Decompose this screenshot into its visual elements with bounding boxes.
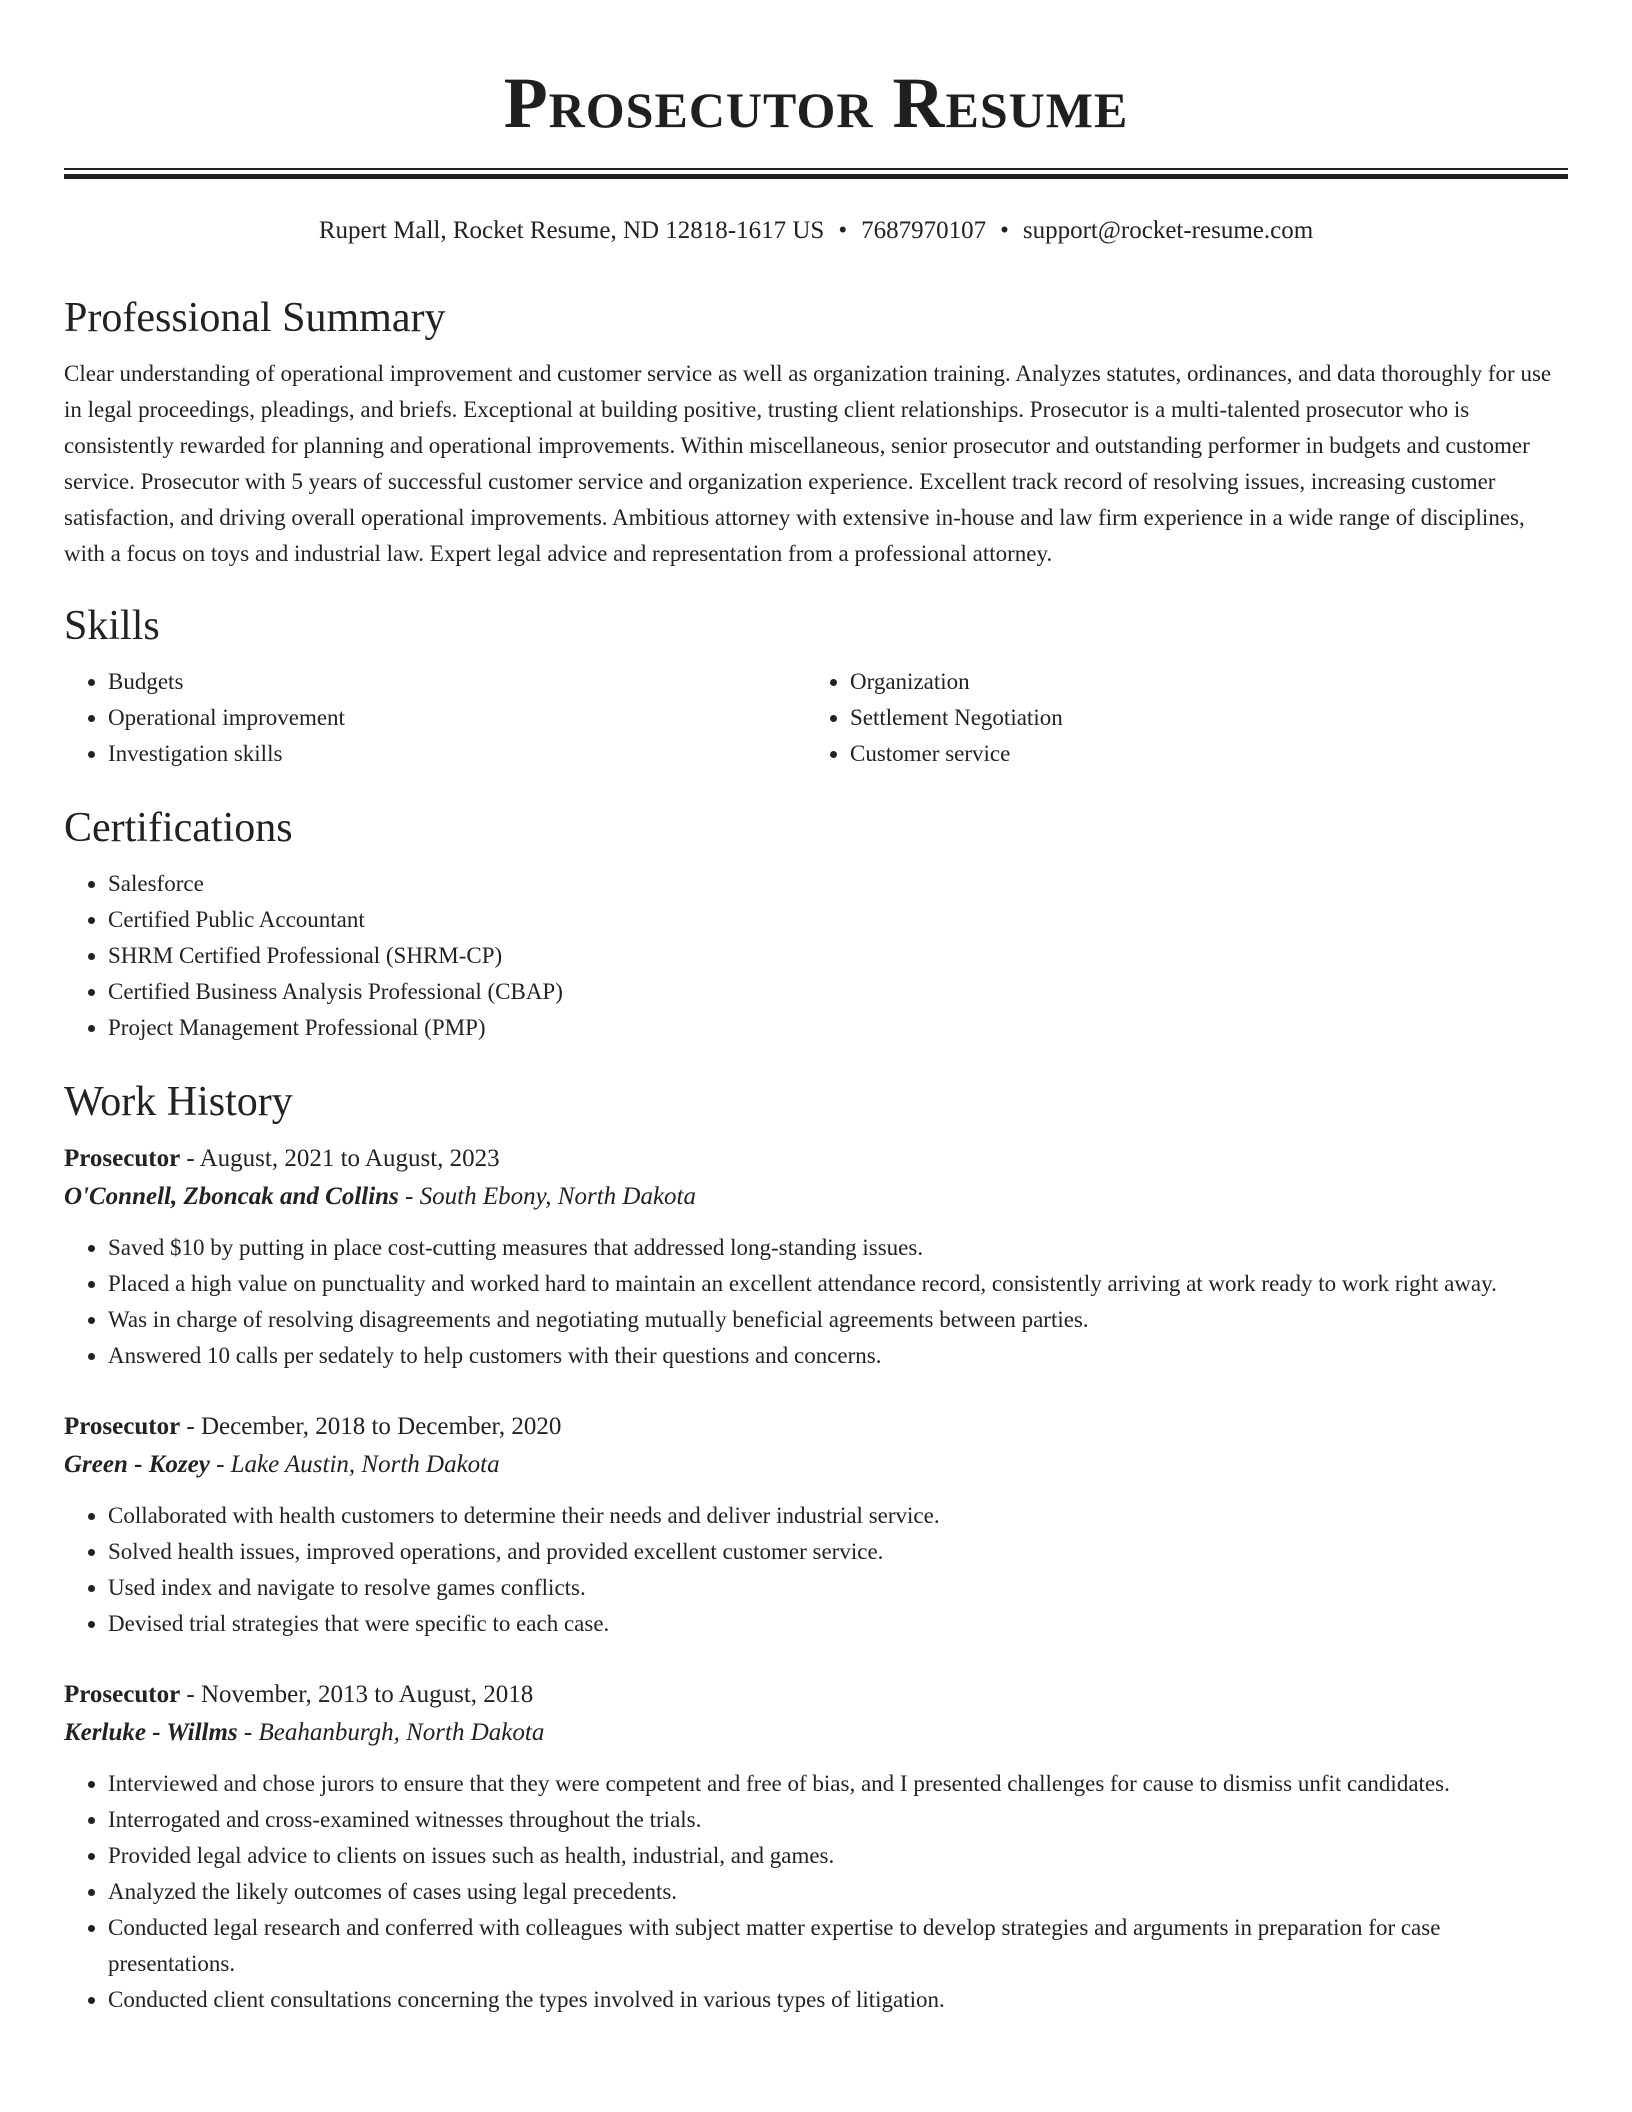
skills-list-left (64, 664, 806, 772)
job-bullet: • Devised trial strategies that were specific to each case. (108, 1606, 1568, 1642)
job-dates: - August, 2021 to August, 2023 (180, 1145, 500, 1172)
summary-heading: Professional Summary (64, 295, 446, 341)
certification-item: • Salesforce (108, 866, 1568, 902)
job-bullet: • Solved health issues, improved operations, and provided excellent customer service. (108, 1534, 1568, 1570)
job-bullet: • Answered 10 calls per sedately to help customers with their questions and concerns. (108, 1338, 1568, 1374)
certification-item: • Project Management Professional (PMP) (108, 1010, 1568, 1046)
contact-separator: • (1000, 217, 1009, 244)
contact-line (64, 213, 1568, 249)
job-bullet: • Conducted legal research and conferred with colleagues with subject matter expertise to develop strategies and arguments in preparation for case presentations. (108, 1910, 1568, 1982)
resume-content (64, 290, 1568, 2052)
job-dates: - December, 2018 to December, 2020 (180, 1413, 562, 1440)
skill-item: • Customer service (850, 736, 1548, 772)
skill-item: • Operational improvement (108, 700, 806, 736)
certification-item: • Certified Business Analysis Professional (CBAP) (108, 974, 1568, 1010)
certification-item: • SHRM Certified Professional (SHRM-CP) (108, 938, 1568, 974)
certification-item: • Certified Public Accountant (108, 902, 1568, 938)
job-location: - Beahanburgh, North Dakota (237, 1719, 545, 1746)
job-bullet: • Provided legal advice to clients on issues such as health, industrial, and games. (108, 1838, 1568, 1874)
summary-section (64, 290, 1568, 572)
job-company: Green - Kozey (64, 1451, 210, 1478)
job-bullet: • Placed a high value on punctuality and worked hard to maintain an excellent attendance record, consistently arriving at work ready to work right away. (108, 1266, 1568, 1302)
work-history-section (64, 1074, 1568, 2018)
certifications-list (64, 866, 1568, 1046)
job-bullets (64, 1766, 1568, 2018)
job-bullet: • Used index and navigate to resolve games conflicts. (108, 1570, 1568, 1606)
job-location: - South Ebony, North Dakota (398, 1183, 697, 1210)
certifications-section (64, 800, 1568, 1046)
job-bullet: • Was in charge of resolving disagreements and negotiating mutually beneficial agreements between parties. (108, 1302, 1568, 1338)
summary-text: Clear understanding of operational improvement and customer service as well as organization training. Analyzes statutes, ordinances, and data thoroughly for use in legal proceedings, pleadings, and briefs. Exceptional at building positive, trusting client relationships. Prosecutor is a multi-talented prosecutor who is consistently rewarded for planning and operational improvements. Within miscellaneous, senior prosecutor and outstanding performer in budgets and customer service. Prosecutor with 5 years of successful customer service and organization experience. Excellent track record of resolving issues, increasing customer satisfaction, and driving overall operational improvements. Ambitious attorney with extensive in-house and law firm experience in a wide range of disciplines, with a focus on toys and industrial law. Expert legal advice and representation from a professional attorney. (64, 361, 1552, 566)
certifications-heading: Certifications (64, 805, 293, 851)
contact-address: Rupert Mall, Rocket Resume, ND 12818-1617 US (318, 217, 825, 244)
page-title: Prosecutor Resume (503, 63, 1129, 143)
job-title: Prosecutor (64, 1145, 181, 1172)
skills-heading: Skills (64, 603, 160, 649)
work-history-heading: Work History (64, 1079, 293, 1125)
job-bullets (64, 1230, 1568, 1374)
title-divider-thin (64, 168, 1568, 170)
job-bullet: • Collaborated with health customers to determine their needs and deliver industrial service. (108, 1498, 1568, 1534)
skill-item: • Budgets (108, 664, 806, 700)
job-title-line (64, 1408, 1568, 1446)
contact-phone: 7687970107 (861, 217, 987, 244)
job-company: Kerluke - Willms (64, 1719, 238, 1746)
job-company-line (64, 1446, 1568, 1484)
skill-item: • Organization (850, 664, 1548, 700)
skills-section (64, 598, 1568, 772)
job-entry (64, 1140, 1568, 1374)
job-title: Prosecutor (64, 1413, 181, 1440)
contact-separator: • (838, 217, 848, 244)
job-bullet: • Interrogated and cross-examined witnesses throughout the trials. (108, 1802, 1568, 1838)
contact-email: support@rocket-resume.com (1022, 217, 1314, 244)
skills-columns (64, 664, 1568, 772)
job-entry (64, 1408, 1568, 1642)
job-company-line (64, 1714, 1568, 1752)
job-bullet: • Saved $10 by putting in place cost-cutting measures that addressed long-standing issues. (108, 1230, 1568, 1266)
skill-item: • Investigation skills (108, 736, 806, 772)
job-bullet: • Interviewed and chose jurors to ensure that they were competent and free of bias, and I presented challenges for cause to dismiss unfit candidates. (108, 1766, 1568, 1802)
job-bullet: • Conducted client consultations concerning the types involved in various types of litigation. (108, 1982, 1568, 2018)
job-bullet: • Analyzed the likely outcomes of cases using legal precedents. (108, 1874, 1568, 1910)
job-title-line (64, 1140, 1568, 1178)
job-company: O'Connell, Zboncak and Collins (64, 1183, 399, 1210)
job-entry (64, 1676, 1568, 2018)
skill-item: • Settlement Negotiation (850, 700, 1548, 736)
job-bullets (64, 1498, 1568, 1642)
job-title-line (64, 1676, 1568, 1714)
job-dates: - November, 2013 to August, 2018 (180, 1681, 534, 1708)
job-title: Prosecutor (64, 1681, 181, 1708)
job-location: - Lake Austin, North Dakota (209, 1451, 500, 1478)
job-company-line (64, 1178, 1568, 1216)
title-divider-thick (64, 174, 1568, 179)
skills-list-right (806, 664, 1548, 772)
resume-page (64, 0, 1568, 2012)
